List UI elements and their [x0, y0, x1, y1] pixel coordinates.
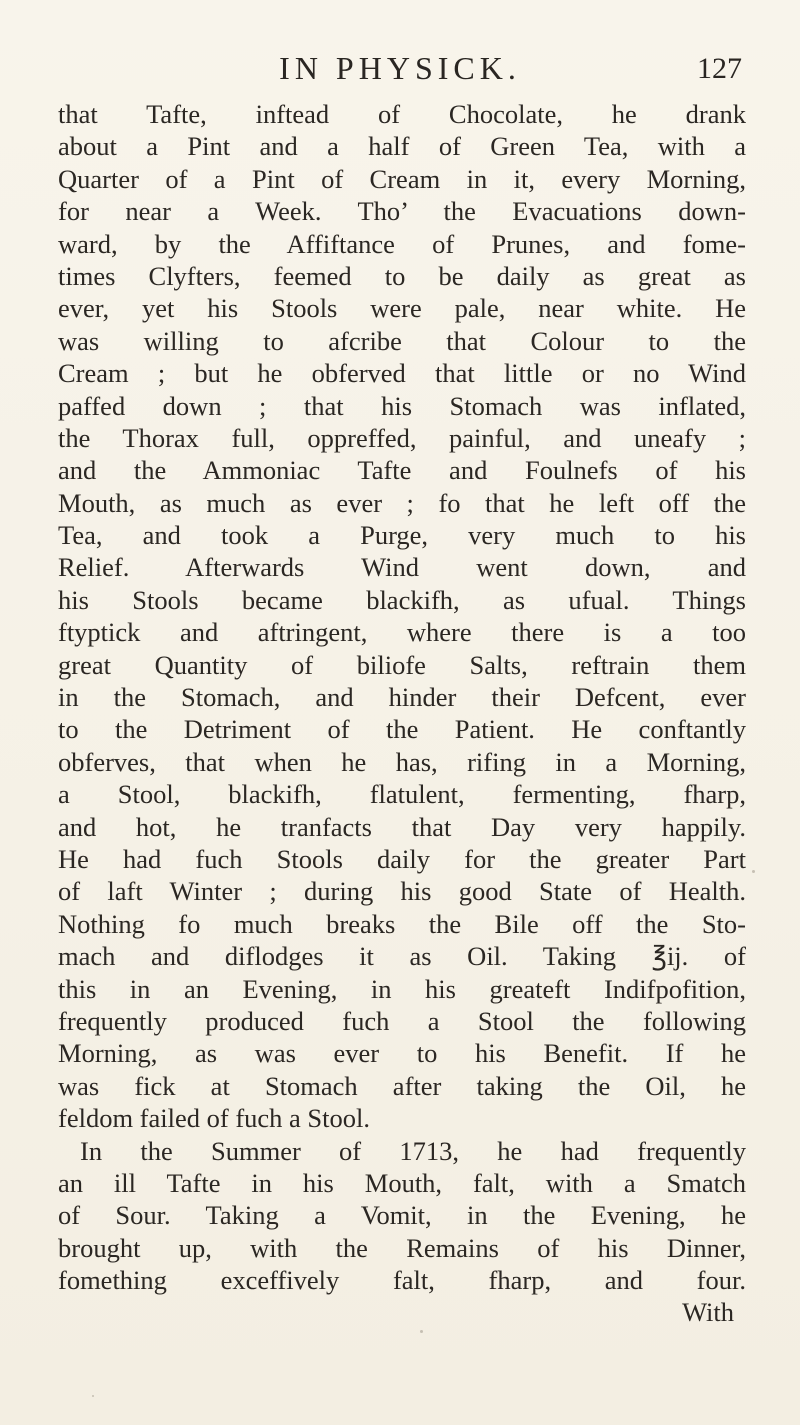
- body-text: [58, 98, 746, 1329]
- text-line: of Sour. Taking a Vomit, in the Evening, he: [58, 1200, 746, 1231]
- text-line: In the Summer of 1713, he had frequently: [80, 1135, 746, 1166]
- text-line: ever, yet his Stools were pale, near white. He: [58, 293, 746, 324]
- text-line: obferves, that when he has, rifing in a Morning,: [58, 746, 746, 777]
- text-line: and hot, he tranfacts that Day very happily.: [58, 811, 746, 842]
- text-line: his Stools became blackifh, as ufual. Things: [58, 584, 746, 615]
- running-head: [0, 50, 800, 100]
- text-line: brought up, with the Remains of his Dinner,: [58, 1232, 746, 1263]
- text-line: Quarter of a Pint of Cream in it, every Morning,: [58, 163, 746, 194]
- text-line: mach and diflodges it as Oil. Taking ℥ij. of: [58, 941, 746, 972]
- paper-speck: [752, 870, 755, 873]
- text-line: paffed down ; that his Stomach was inflated,: [58, 390, 746, 421]
- text-line: of laft Winter ; during his good State of Health.: [58, 876, 746, 907]
- text-line: was fick at Stomach after taking the Oil, he: [58, 1070, 746, 1101]
- text-line: Relief. Afterwards Wind went down, and: [58, 552, 746, 583]
- text-line: for near a Week. Tho’ the Evacuations down-: [58, 196, 746, 227]
- catchword: With: [682, 1297, 734, 1328]
- paper-speck: [92, 1395, 94, 1397]
- text-line: a Stool, blackifh, flatulent, fermenting, fharp,: [58, 779, 746, 810]
- paper-speck: [420, 1330, 423, 1333]
- text-line: was willing to afcribe that Colour to the: [58, 325, 746, 356]
- text-line: fomething exceffively falt, fharp, and four.: [58, 1265, 746, 1296]
- text-line: frequently produced fuch a Stool the following: [58, 1005, 746, 1036]
- text-line: about a Pint and a half of Green Tea, with a: [58, 131, 746, 162]
- page-number: 127: [697, 52, 742, 85]
- text-line: Mouth, as much as ever ; fo that he left off the: [58, 487, 746, 518]
- text-line: Morning, as was ever to his Benefit. If he: [58, 1038, 746, 1069]
- text-line: to the Detriment of the Patient. He conftantly: [58, 714, 746, 745]
- text-line: Nothing fo much breaks the Bile off the Sto-: [58, 908, 746, 939]
- running-title: IN PHYSICK.: [279, 50, 521, 86]
- text-line: the Thorax full, oppreffed, painful, and uneafy ;: [58, 422, 746, 453]
- text-line: that Tafte, inftead of Chocolate, he drank: [58, 99, 746, 129]
- text-line: ftyptick and aftringent, where there is a too: [58, 617, 746, 648]
- text-line: and the Ammoniac Tafte and Foulnefs of his: [58, 455, 746, 486]
- text-line: times Clyfters, feemed to be daily as great as: [58, 260, 746, 291]
- text-line: feldom failed of fuch a Stool.: [58, 1103, 371, 1134]
- text-line: in the Stomach, and hinder their Defcent, ever: [58, 682, 746, 713]
- text-line: ward, by the Affiftance of Prunes, and fome-: [58, 228, 746, 259]
- text-line: an ill Tafte in his Mouth, falt, with a Smatch: [58, 1167, 746, 1198]
- text-line: He had fuch Stools daily for the greater Part: [58, 843, 746, 874]
- text-line: Tea, and took a Purge, very much to his: [58, 520, 746, 551]
- text-line: Cream ; but he obferved that little or no Wind: [58, 358, 746, 389]
- text-line: this in an Evening, in his greateft Indifpofition,: [58, 973, 746, 1004]
- text-line: great Quantity of biliofe Salts, reftrain them: [58, 649, 746, 680]
